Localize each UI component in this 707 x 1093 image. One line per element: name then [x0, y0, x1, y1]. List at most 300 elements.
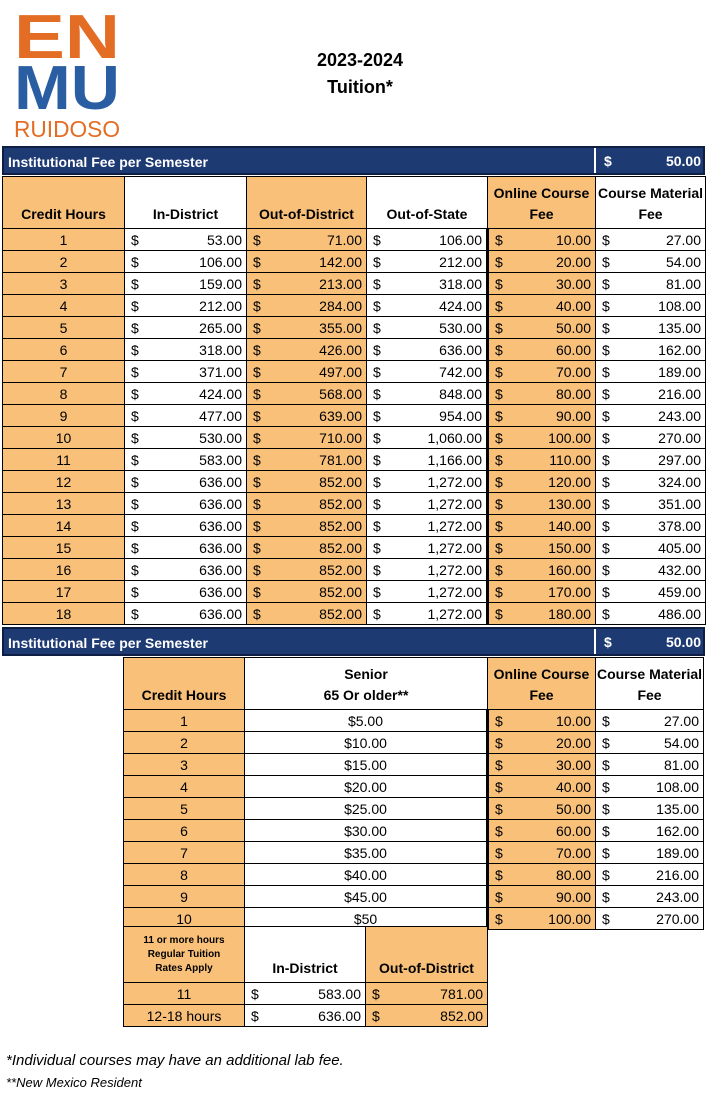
money — [596, 801, 703, 817]
currency-symbol: $ — [495, 429, 503, 446]
money — [489, 757, 595, 773]
currency-symbol: $ — [131, 253, 139, 270]
currency-symbol: $ — [253, 451, 261, 468]
in-district-cell — [125, 339, 247, 361]
senior-row — [124, 754, 704, 776]
amount: 70.00 — [555, 363, 591, 380]
out-of-state-cell — [367, 361, 488, 383]
header-senior — [245, 658, 488, 710]
amount: 81.00 — [665, 275, 701, 292]
header-in-district: In-District — [125, 177, 247, 229]
in-district-cell — [125, 449, 247, 471]
out-of-state-cell — [367, 295, 488, 317]
amount: 110.00 — [549, 451, 591, 468]
senior-rate-cell: $30.00 — [245, 820, 488, 842]
amount: 189.00 — [658, 363, 701, 380]
amount: 100.00 — [548, 910, 591, 927]
course-material-fee-cell — [596, 842, 704, 864]
money — [489, 452, 595, 468]
money — [367, 254, 486, 270]
course-material-fee-cell — [596, 317, 706, 339]
money — [125, 342, 246, 358]
money — [596, 584, 705, 600]
in-district-cell — [125, 229, 247, 251]
course-material-fee-cell — [596, 864, 704, 886]
credit-hours-cell: 16 — [3, 559, 125, 581]
tuition-row — [3, 603, 706, 625]
money — [245, 1008, 365, 1024]
online-course-fee-cell — [488, 559, 596, 581]
tuition-header-row — [3, 177, 706, 229]
credit-hours-cell: 6 — [3, 339, 125, 361]
credit-hours-cell: 8 — [124, 864, 245, 886]
senior-rate-cell: $50 — [245, 908, 488, 930]
currency-symbol: $ — [495, 844, 503, 861]
money — [596, 408, 705, 424]
amount: 270.00 — [656, 910, 699, 927]
money — [367, 496, 486, 512]
course-material-fee-cell — [596, 908, 704, 930]
currency-symbol: $ — [602, 363, 610, 380]
currency-symbol: $ — [131, 341, 139, 358]
amount: 10.00 — [555, 712, 591, 729]
amount: 318.00 — [199, 341, 242, 358]
credit-hours-cell: 18 — [3, 603, 125, 625]
money — [596, 430, 705, 446]
currency-symbol: $ — [131, 517, 139, 534]
money — [596, 889, 703, 905]
currency-symbol: $ — [253, 231, 261, 248]
currency-symbol: $ — [602, 253, 610, 270]
currency-symbol: $ — [495, 583, 503, 600]
currency-symbol: $ — [495, 231, 503, 248]
course-material-fee-cell — [596, 273, 706, 295]
currency-symbol: $ — [495, 822, 503, 839]
amount: 54.00 — [663, 734, 699, 751]
amount: 636.00 — [199, 473, 242, 490]
credit-hours-cell: 11 — [3, 449, 125, 471]
amount: 20.00 — [555, 734, 591, 751]
amount: 1,166.00 — [427, 451, 482, 468]
amount: 71.00 — [326, 231, 362, 248]
amount: 106.00 — [439, 231, 482, 248]
currency-symbol: $ — [602, 756, 610, 773]
course-material-fee-cell — [596, 515, 706, 537]
senior-tuition-table — [123, 657, 704, 930]
currency-symbol: $ — [602, 275, 610, 292]
online-course-fee-cell — [488, 908, 596, 930]
money — [367, 320, 486, 336]
header-course-material-fee: Course Material Fee — [596, 658, 704, 710]
money — [596, 867, 703, 883]
fee-amount-cell — [594, 148, 707, 173]
money — [247, 386, 366, 402]
money — [489, 823, 595, 839]
money — [596, 757, 703, 773]
currency-symbol: $ — [495, 517, 503, 534]
out-of-district-cell — [247, 449, 367, 471]
in-district-cell — [125, 603, 247, 625]
online-course-fee-cell — [488, 471, 596, 493]
course-material-fee-cell — [596, 339, 706, 361]
currency-symbol: $ — [253, 583, 261, 600]
out-of-district-cell — [247, 251, 367, 273]
credit-hours-cell: 10 — [124, 908, 245, 930]
header-senior-line2: 65 Or older** — [323, 687, 409, 703]
money — [125, 386, 246, 402]
senior-header-row — [124, 658, 704, 710]
credit-hours-cell: 14 — [3, 515, 125, 537]
money — [489, 779, 595, 795]
logo-bottom-text: RUIDOSO — [14, 116, 120, 140]
currency-symbol: $ — [131, 319, 139, 336]
currency-symbol: $ — [373, 341, 381, 358]
money — [247, 430, 366, 446]
credit-hours-cell: 7 — [3, 361, 125, 383]
senior-rate-cell: $40.00 — [245, 864, 488, 886]
currency-symbol: $ — [253, 297, 261, 314]
online-course-fee-cell — [488, 251, 596, 273]
amount: 1,272.00 — [427, 495, 482, 512]
money — [489, 518, 595, 534]
in-district-cell — [125, 317, 247, 339]
money — [367, 430, 486, 446]
currency-symbol: $ — [495, 756, 503, 773]
header-out-of-state: Out-of-State — [367, 177, 488, 229]
out-of-district-cell — [247, 559, 367, 581]
money — [125, 254, 246, 270]
money — [596, 298, 705, 314]
currency-symbol: $ — [604, 634, 612, 650]
online-course-fee-cell — [488, 383, 596, 405]
senior-rate-cell: $25.00 — [245, 798, 488, 820]
money — [489, 801, 595, 817]
out-of-district-cell — [247, 383, 367, 405]
tuition-row — [3, 295, 706, 317]
money — [125, 452, 246, 468]
amount: 284.00 — [319, 297, 362, 314]
amount: 60.00 — [555, 822, 591, 839]
senior-row — [124, 886, 704, 908]
regular-rates-row — [124, 1005, 488, 1027]
fee-amount-cell — [594, 629, 707, 654]
money — [489, 867, 595, 883]
course-material-fee-cell — [596, 754, 704, 776]
currency-symbol: $ — [602, 605, 610, 622]
note-line: Regular Tuition — [147, 948, 221, 960]
money — [247, 584, 366, 600]
senior-row — [124, 864, 704, 886]
amount: 1,272.00 — [427, 583, 482, 600]
course-material-fee-cell — [596, 383, 706, 405]
amount: 80.00 — [555, 385, 591, 402]
money — [367, 540, 486, 556]
amount: 852.00 — [319, 473, 362, 490]
senior-row — [124, 732, 704, 754]
money — [489, 889, 595, 905]
credit-hours-cell: 17 — [3, 581, 125, 603]
currency-symbol: $ — [131, 297, 139, 314]
amount: 70.00 — [555, 844, 591, 861]
fee-label: Institutional Fee per Semester — [8, 635, 208, 651]
out-of-district-cell — [247, 471, 367, 493]
currency-symbol: $ — [495, 341, 503, 358]
currency-symbol: $ — [373, 583, 381, 600]
amount: 636.00 — [199, 583, 242, 600]
money — [247, 364, 366, 380]
course-material-fee-cell — [596, 405, 706, 427]
online-course-fee-cell — [488, 273, 596, 295]
money — [125, 584, 246, 600]
currency-symbol: $ — [495, 253, 503, 270]
amount: 781.00 — [319, 451, 362, 468]
online-course-fee-cell — [488, 229, 596, 251]
online-course-fee-cell — [488, 603, 596, 625]
money — [247, 342, 366, 358]
money — [596, 364, 705, 380]
online-course-fee-cell — [488, 493, 596, 515]
amount: 1,272.00 — [427, 473, 482, 490]
online-course-fee-cell — [488, 317, 596, 339]
amount: 324.00 — [658, 473, 701, 490]
amount: 636.00 — [199, 539, 242, 556]
currency-symbol: $ — [602, 888, 610, 905]
money — [125, 518, 246, 534]
senior-row — [124, 820, 704, 842]
header-credit-hours: Credit Hours — [124, 658, 245, 710]
amount: 954.00 — [439, 407, 482, 424]
currency-symbol: $ — [604, 153, 612, 169]
money — [367, 562, 486, 578]
online-course-fee-cell — [488, 754, 596, 776]
course-material-fee-cell — [596, 251, 706, 273]
money — [247, 276, 366, 292]
money — [367, 232, 486, 248]
regular-rates-row — [124, 983, 488, 1005]
money — [596, 232, 705, 248]
currency-symbol: $ — [602, 429, 610, 446]
currency-symbol: $ — [253, 407, 261, 424]
money — [596, 911, 703, 927]
amount: 180.00 — [548, 605, 591, 622]
tuition-row — [3, 559, 706, 581]
out-of-state-cell — [367, 515, 488, 537]
money — [489, 735, 595, 751]
amount: 852.00 — [319, 561, 362, 578]
tuition-row — [3, 383, 706, 405]
header-in-district: In-District — [245, 927, 366, 983]
currency-symbol: $ — [253, 275, 261, 292]
currency-symbol: $ — [373, 275, 381, 292]
money — [489, 713, 595, 729]
amount: 60.00 — [555, 341, 591, 358]
currency-symbol: $ — [602, 451, 610, 468]
tuition-row — [3, 229, 706, 251]
currency-symbol: $ — [495, 319, 503, 336]
currency-symbol: $ — [253, 429, 261, 446]
currency-symbol: $ — [253, 473, 261, 490]
amount: 486.00 — [658, 605, 701, 622]
currency-symbol: $ — [495, 451, 503, 468]
out-of-district-cell — [247, 317, 367, 339]
out-of-state-cell — [367, 449, 488, 471]
amount: 159.00 — [199, 275, 242, 292]
credit-hours-cell: 4 — [3, 295, 125, 317]
money — [367, 298, 486, 314]
currency-symbol: $ — [131, 561, 139, 578]
money — [367, 342, 486, 358]
currency-symbol: $ — [131, 231, 139, 248]
amount: 636.00 — [439, 341, 482, 358]
in-district-cell — [245, 983, 366, 1005]
amount: 1,272.00 — [427, 539, 482, 556]
credit-hours-cell: 1 — [124, 710, 245, 732]
tuition-row — [3, 427, 706, 449]
enmu-ruidoso-logo — [14, 6, 122, 140]
money — [247, 320, 366, 336]
credit-hours-cell: 5 — [3, 317, 125, 339]
currency-symbol: $ — [495, 385, 503, 402]
in-district-cell — [125, 295, 247, 317]
currency-symbol: $ — [495, 473, 503, 490]
tuition-row — [3, 273, 706, 295]
currency-symbol: $ — [495, 778, 503, 795]
header-course-material-fee: Course Material Fee — [596, 177, 706, 229]
out-of-state-cell — [367, 229, 488, 251]
money — [596, 540, 705, 556]
in-district-cell — [245, 1005, 366, 1027]
course-material-fee-cell — [596, 559, 706, 581]
money — [367, 452, 486, 468]
money — [596, 518, 705, 534]
currency-symbol: $ — [495, 297, 503, 314]
money — [596, 320, 705, 336]
logo-mid-text: MU — [14, 54, 120, 123]
amount: 108.00 — [658, 297, 701, 314]
amount: 351.00 — [658, 495, 701, 512]
amount: 297.00 — [658, 451, 701, 468]
senior-rate-cell: $10.00 — [245, 732, 488, 754]
currency-symbol: $ — [373, 429, 381, 446]
amount: 106.00 — [199, 253, 242, 270]
currency-symbol: $ — [253, 341, 261, 358]
in-district-cell — [125, 273, 247, 295]
amount: 852.00 — [319, 583, 362, 600]
currency-symbol: $ — [602, 800, 610, 817]
money — [367, 518, 486, 534]
course-material-fee-cell — [596, 886, 704, 908]
money — [489, 540, 595, 556]
currency-symbol: $ — [251, 985, 259, 1002]
amount: 160.00 — [548, 561, 591, 578]
in-district-cell — [125, 471, 247, 493]
currency-symbol: $ — [602, 583, 610, 600]
currency-symbol: $ — [373, 253, 381, 270]
tuition-table — [2, 176, 706, 625]
course-material-fee-cell — [596, 776, 704, 798]
currency-symbol: $ — [373, 473, 381, 490]
money — [125, 298, 246, 314]
amount: 130.00 — [548, 495, 591, 512]
in-district-cell — [125, 493, 247, 515]
money — [247, 540, 366, 556]
in-district-cell — [125, 515, 247, 537]
currency-symbol: $ — [602, 539, 610, 556]
out-of-state-cell — [367, 339, 488, 361]
money — [125, 320, 246, 336]
money — [596, 276, 705, 292]
course-material-fee-cell — [596, 710, 704, 732]
currency-symbol: $ — [373, 539, 381, 556]
credit-hours-cell: 9 — [124, 886, 245, 908]
currency-symbol: $ — [602, 385, 610, 402]
credit-hours-cell: 4 — [124, 776, 245, 798]
money — [125, 408, 246, 424]
currency-symbol: $ — [373, 297, 381, 314]
amount: 1,272.00 — [427, 517, 482, 534]
money — [125, 540, 246, 556]
credit-hours-cell: 10 — [3, 427, 125, 449]
course-material-fee-cell — [596, 537, 706, 559]
online-course-fee-cell — [488, 820, 596, 842]
currency-symbol: $ — [495, 888, 503, 905]
money — [247, 232, 366, 248]
tuition-row — [3, 581, 706, 603]
tuition-row — [3, 361, 706, 383]
out-of-district-cell — [247, 339, 367, 361]
amount: 1,060.00 — [427, 429, 482, 446]
currency-symbol: $ — [253, 495, 261, 512]
currency-symbol: $ — [495, 561, 503, 578]
currency-symbol: $ — [602, 495, 610, 512]
amount: 30.00 — [555, 756, 591, 773]
money — [247, 474, 366, 490]
amount: 27.00 — [665, 231, 701, 248]
amount: 497.00 — [319, 363, 362, 380]
online-course-fee-cell — [488, 886, 596, 908]
amount: 568.00 — [319, 385, 362, 402]
regular-rates-table — [123, 926, 488, 1027]
out-of-state-cell — [367, 493, 488, 515]
out-of-district-cell — [247, 405, 367, 427]
currency-symbol: $ — [602, 517, 610, 534]
amount: 852.00 — [319, 517, 362, 534]
page-year: 2023-2024 — [316, 50, 404, 70]
amount: 120.00 — [548, 473, 591, 490]
amount: 636.00 — [199, 495, 242, 512]
currency-symbol: $ — [372, 985, 380, 1002]
amount: 81.00 — [663, 756, 699, 773]
currency-symbol: $ — [253, 605, 261, 622]
credit-hours-cell: 12-18 hours — [124, 1005, 245, 1027]
money — [489, 584, 595, 600]
amount: 27.00 — [663, 712, 699, 729]
money — [247, 562, 366, 578]
currency-symbol: $ — [602, 734, 610, 751]
senior-row — [124, 798, 704, 820]
online-course-fee-cell — [488, 864, 596, 886]
out-of-district-cell — [366, 983, 488, 1005]
online-course-fee-cell — [488, 581, 596, 603]
currency-symbol: $ — [495, 866, 503, 883]
in-district-cell — [125, 537, 247, 559]
amount: 583.00 — [199, 451, 242, 468]
header-out-of-district: Out-of-District — [366, 927, 488, 983]
currency-symbol: $ — [253, 561, 261, 578]
senior-row — [124, 776, 704, 798]
credit-hours-cell: 5 — [124, 798, 245, 820]
fee-amount: 50.00 — [665, 153, 701, 169]
